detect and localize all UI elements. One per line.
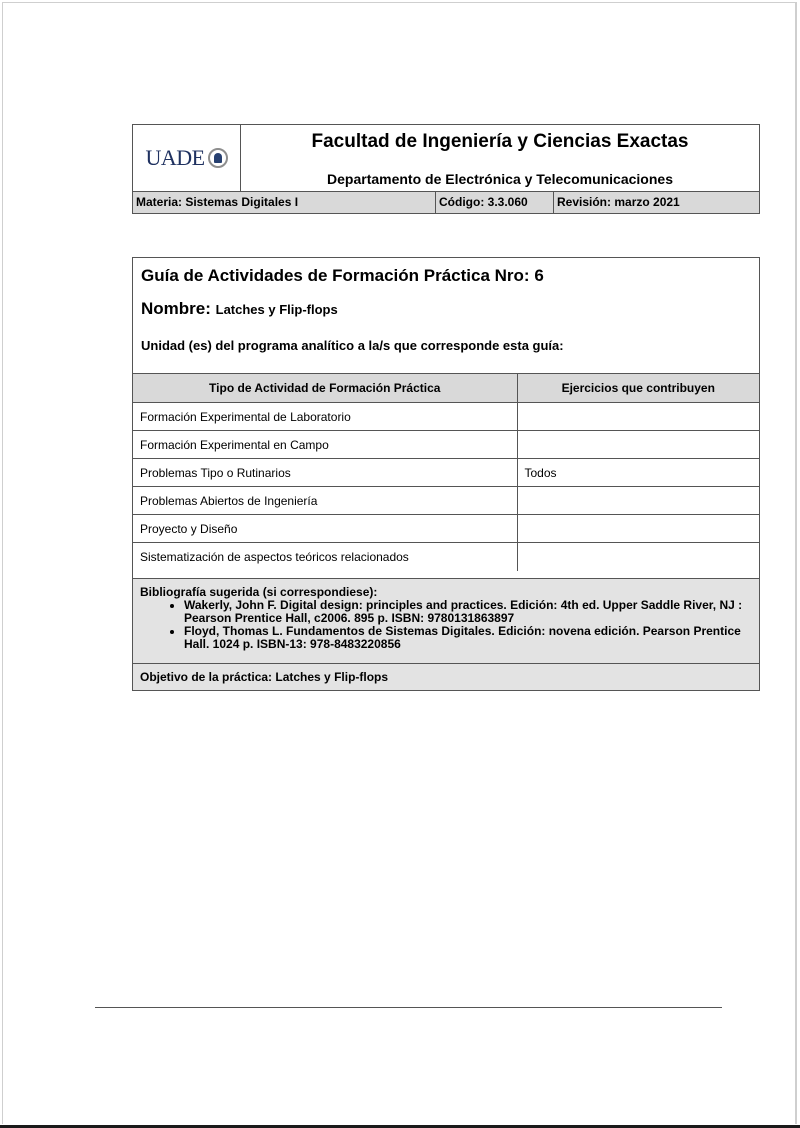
logo — [133, 125, 241, 191]
table-row — [133, 543, 759, 571]
table-row — [133, 431, 759, 459]
bibliography-label: Bibliografía sugerida (si correspondiese): — [140, 585, 378, 599]
guide-title: Guía de Actividades de Formación Práctica Nro: 6 — [141, 266, 544, 285]
footer-divider — [95, 1007, 722, 1008]
exercises-cell — [517, 431, 759, 459]
guide-name — [141, 299, 338, 319]
activity-table — [133, 373, 759, 571]
bibliography-section — [133, 578, 759, 663]
faculty-title: Facultad de Ingeniería y Ciencias Exactas — [311, 131, 689, 152]
objective-row: Objetivo de la práctica: Latches y Flip-flops — [133, 663, 759, 690]
exercises-cell — [517, 543, 759, 571]
col-header-exercises: Ejercicios que contribuyen — [517, 374, 759, 403]
activity-cell: Proyecto y Diseño — [133, 515, 517, 543]
bibliography-item: • Wakerly, John F. Digital design: principles and practices. Edición: 4th ed. Upper Saddle River, NJ : Pearson Prentice Hall, c2006. 895 p. ISBN: 9780131863897 — [184, 599, 752, 625]
uade-seal-icon — [208, 148, 228, 168]
activity-cell: Formación Experimental en Campo — [133, 431, 517, 459]
codigo-cell: Código: 3.3.060 — [436, 192, 554, 214]
guide-unit-label: Unidad (es) del programa analítico a la/s que corresponde esta guía: — [141, 338, 564, 353]
department-title: Departamento de Electrónica y Telecomunicaciones — [327, 171, 673, 187]
revision-cell: Revisión: marzo 2021 — [557, 195, 680, 209]
logo-text: UADE — [145, 145, 205, 170]
activity-cell: Formación Experimental de Laboratorio — [133, 403, 517, 431]
materia-cell: Materia: Sistemas Digitales I — [133, 192, 436, 214]
activity-cell: Sistematización de aspectos teóricos relacionados — [133, 543, 517, 571]
bibliography-list — [140, 599, 752, 651]
exercises-cell — [517, 515, 759, 543]
exercises-cell — [517, 403, 759, 431]
header-table — [132, 124, 760, 214]
table-row — [133, 515, 759, 543]
bibliography-item: • Floyd, Thomas L. Fundamentos de Sistemas Digitales. Edición: novena edición. Pearson Prentice Hall. 1024 p. ISBN-13: 978-8483220856 — [184, 625, 752, 651]
guide-name-label: Nombre: — [141, 299, 211, 318]
activity-cell: Problemas Abiertos de Ingeniería — [133, 487, 517, 515]
header-info-row — [133, 191, 759, 213]
table-row — [133, 487, 759, 515]
exercises-cell: Todos — [517, 459, 759, 487]
table-row — [133, 403, 759, 431]
activity-table-header — [133, 374, 759, 403]
activity-cell: Problemas Tipo o Rutinarios — [133, 459, 517, 487]
header-title-block — [241, 125, 759, 191]
guide-name-value: Latches y Flip-flops — [215, 302, 338, 317]
guide-table — [132, 257, 760, 691]
table-row — [133, 459, 759, 487]
exercises-cell — [517, 487, 759, 515]
col-header-activity: Tipo de Actividad de Formación Práctica — [133, 374, 517, 403]
